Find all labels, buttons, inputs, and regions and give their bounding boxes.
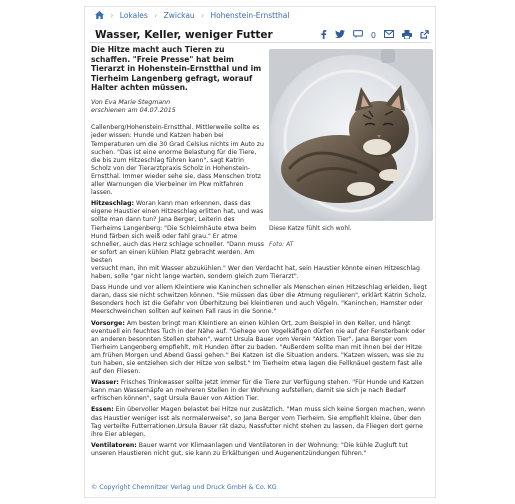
- breadcrumb-separator: ›: [110, 11, 114, 20]
- keyword-ventilatoren: Ventilatoren:: [91, 441, 137, 449]
- breadcrumb-item-zwickau[interactable]: Zwickau: [163, 11, 195, 20]
- home-icon[interactable]: [95, 11, 104, 21]
- title-row: [89, 28, 431, 43]
- paragraph-vorsorge: [91, 320, 431, 377]
- share-icon[interactable]: [420, 30, 429, 41]
- byline-author: Von Eva Marie Stegmann: [91, 98, 171, 106]
- copyright-footer[interactable]: © Copyright Chemnitzer Verlag und Druck GmbH & Co. KG: [91, 484, 277, 491]
- paragraph-ventilatoren-text: Bauer warnt vor Klimaanlagen und Ventilatoren in der Wohnung: "Die kühle Zugluft tut unseren Haustieren nicht gut, sie kann zu Erkältungen und Augenentzündungen führen.": [91, 441, 408, 457]
- paragraph-vorsorge-text: Am besten bringt man Kleintiere an einen kühlen Ort, zum Beispiel in den Keller, und hängt eventuell ein feuchtes Tuch in der Nähe auf. "Gehege von Vogelkäfigen dürfen nie auf der Fensterbank oder an anderen besonnten Stellen stehen", warnt Ursula Bauer vom Verein "Aktion Tier". Jana Berger vom Tierheim Langenberg empfiehlt, mit Hunden öfter zu baden. "Außerdem sollte man mit ihnen bei der Hitze am frühen Morgen und Abend Gassi gehen." Bei Katzen ist die Situation anders. "Katzen wissen, was sie zu tun haben, sie entziehen sich der Hitze von selbst." Im Tierheim etwa lagen die Fellknäuel gestern fast alle auf den Fliesen.: [91, 319, 426, 376]
- keyword-wasser: Wasser:: [91, 379, 119, 387]
- keyword-hitzeschlag: Hitzeschlag:: [91, 200, 135, 208]
- print-icon[interactable]: [402, 30, 412, 41]
- cat-in-sink-illustration: [269, 49, 433, 221]
- paragraph-wasser: [91, 379, 431, 403]
- photo-credit: Foto: AT: [269, 241, 294, 248]
- article-card: [84, 6, 436, 498]
- paragraph-essen-text: Ein übervoller Magen belastet bei Hitze nur zusätzlich. "Man muss sich keine Sorgen machen, wenn das Haustier weniger isst als normalerweise", so Jana Berger vom Tierheim. Sie empfiehlt kleine, über den Tag verteilte Futterrationen.Ursula Bauer rät dazu, Nassfutter nicht stehen zu lassen, da Fliegen dort gerne ihre Eier ablegen.: [91, 406, 425, 438]
- breadcrumb-item-lokales[interactable]: Lokales: [119, 11, 148, 20]
- breadcrumb-separator: ›: [201, 11, 205, 20]
- email-icon[interactable]: [384, 30, 394, 40]
- keyword-essen: Essen:: [91, 406, 114, 414]
- article-body: [85, 45, 435, 458]
- byline: [91, 99, 265, 115]
- facebook-icon[interactable]: [320, 30, 327, 41]
- share-bar: [320, 28, 429, 42]
- paragraph-hitzeschlag-continued: versucht man, ihn mit Wasser abzukühlen." Wer den Verdacht hat, sein Haustier könnte einen Hitzeschlag haben, solle "gar nicht lange warten, sondern gleich zum Tierarzt".: [91, 264, 420, 281]
- article-title: Wasser, Keller, weniger Futter: [95, 29, 273, 41]
- twitter-icon[interactable]: [335, 30, 345, 40]
- paragraph-essen: [91, 406, 431, 438]
- paragraph-wasser-text: Frisches Trinkwasser sollte jetzt immer für die Tiere zur Verfügung stehen. "Für Hunde und Katzen kann man Wassernäpfe an mehreren Stellen in der Wohnung aufstellen, damit sie sich je nach Bedarf erfrischen können", sagt Ursula Bauer von Aktion Tier.: [91, 379, 424, 403]
- paragraph-hitzeschlag: [91, 200, 265, 265]
- comment-icon[interactable]: [353, 30, 363, 40]
- byline-date: erschienen am 04.07.2015: [91, 107, 176, 115]
- paragraph-kleintiere: Dass Hunde und vor allem Kleintiere wie Kaninchen schneller als Menschen einen Hitzeschlag erleiden, liegt daran, dass sie nicht schwitzen können. "Sie müssen das über die Atmung regulieren", erklärt Katrin Scholz. Besonders hoch ist die Gefahr von Überhitzung bei kleintieren und auch Vögeln. "Kaninchen, Hamster oder Meerschweinchen sollten auf keinen Fall raus in die Sonne.": [91, 284, 427, 316]
- comment-count[interactable]: 0: [370, 30, 376, 40]
- article-photo[interactable]: [269, 49, 433, 221]
- breadcrumb-separator: ›: [154, 11, 158, 20]
- keyword-vorsorge: Vorsorge:: [91, 319, 125, 327]
- paragraph-hitzeschlag-text: Woran kann man erkennen, dass das eigene Haustier einen Hitzeschlag erlitten hat, und was sollte man dann tun? Jana Berger, Leiterin des Tierheims Langenberg: "Die Schleimhäute etwa beim Hund färben sich weiß oder fahl grau." Er atme schneller, auch das Herz schlage schneller. "Dann muss er sofort an einen kühlen Platz gebracht werden. Am besten: [91, 200, 264, 264]
- photo-caption: Diese Katze fühlt sich wohl.: [269, 225, 352, 232]
- breadcrumb-item-hohenstein[interactable]: Hohenstein-Ernstthal: [210, 11, 290, 20]
- article-lead: Die Hitze macht auch Tieren zu schaffen. "Freie Presse" hat beim Tierarzt in Hohenstein-Ernstthal und im Tierheim Langenberg gefragt, worauf Halter achten müssen.: [91, 45, 262, 93]
- breadcrumb: [85, 7, 435, 28]
- paragraph-ventilatoren: [91, 442, 431, 458]
- paragraph-intro: Callenberg/Hohenstein-Ernstthal. Mittlerweile sollte es jeder wissen: Hunde und Katzen haben bei Temperaturen um die 30 Grad Celsius nichts im Auto zu suchen. "Das ist eine enorme Belastung für die Tiere, die bis zum Hitzeschlag führen kann", sagt Katrin Scholz von der Tierarztpraxis Scholz in Hohenstein-Ernstthal. Immer wieder sehe sie, dass Menschen trotz aller Warnungen die Vierbeiner im Pkw mitfahren lassen.: [91, 124, 264, 197]
